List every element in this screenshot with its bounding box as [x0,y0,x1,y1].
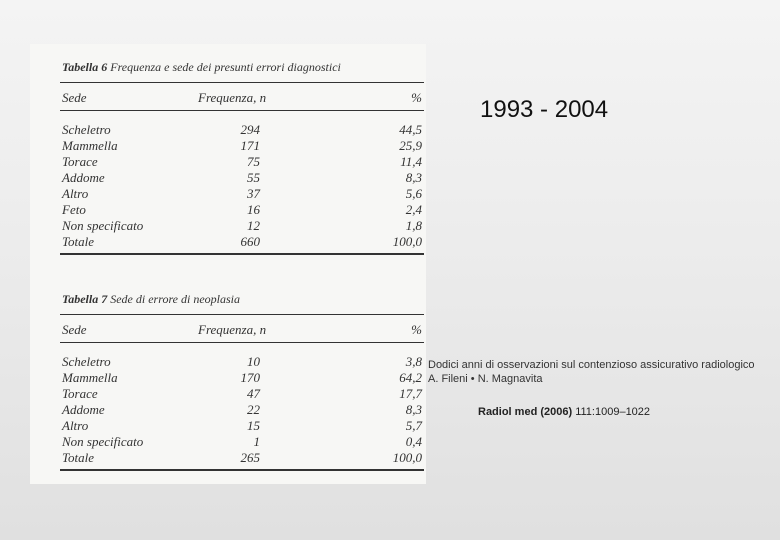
journal-name: Radiol med (2006) [478,406,573,418]
table7-header-pct: % [411,322,422,337]
cell-sede: Scheletro [62,354,111,369]
table-row [62,202,422,218]
table-row [62,154,422,170]
table6-number: Tabella 6 [62,60,108,74]
cell-freq: 55 [247,170,260,185]
cell-pct: 8,3 [405,402,422,417]
cell-freq: 15 [247,418,260,433]
cell-freq: 12 [247,218,260,233]
table6-rule-top [60,82,424,83]
cell-freq: 171 [240,138,260,153]
cell-pct: 44,5 [399,122,422,137]
cell-pct: 1,8 [405,218,422,233]
cell-pct: 3,8 [405,354,422,369]
cell-freq: 660 [240,234,260,249]
table6-header-pct: % [411,90,422,105]
journal-reference [478,406,650,418]
citation-text: Dodici anni di osservazioni sul contenzioso assicurativo radiologico A. Fileni • N. Magnavita [428,359,755,385]
cell-sede: Torace [62,386,98,401]
cell-sede: Scheletro [62,122,111,137]
cell-pct: 0,4 [405,434,422,449]
table6-header-freq: Frequenza, n [198,90,267,105]
table7-header [62,322,422,338]
cell-pct: 5,6 [405,186,422,201]
table-row [62,354,422,370]
cell-sede: Mammella [62,138,118,153]
table-row-total [62,234,422,250]
cell-pct: 25,9 [399,138,422,153]
cell-freq: 294 [240,122,260,137]
table6-title [62,60,341,75]
table-row-total [62,450,422,466]
table7-number: Tabella 7 [62,292,108,306]
cell-sede: Mammella [62,370,118,385]
cell-sede: Altro [62,186,89,201]
table-row [62,402,422,418]
table7-rule-mid [60,342,424,343]
cell-freq: 75 [247,154,260,169]
cell-sede: Feto [62,202,86,217]
cell-freq: 22 [247,402,260,417]
cell-freq: 16 [247,202,260,217]
table7-rule-bottom [60,469,424,471]
table6-header [62,90,422,106]
cell-pct: 17,7 [399,386,422,401]
cell-freq: 1 [253,434,260,449]
table-row [62,218,422,234]
cell-pct: 11,4 [400,154,422,169]
cell-pct: 100,0 [392,234,422,249]
cell-sede: Totale [62,450,95,465]
cell-freq: 37 [247,186,260,201]
cell-freq: 170 [240,370,260,385]
table6-rule-bottom [60,253,424,255]
cell-pct: 5,7 [405,418,422,433]
table7-rule-top [60,314,424,315]
scanned-tables-image [30,44,426,484]
cell-sede: Non specificato [62,434,144,449]
cell-pct: 8,3 [405,170,422,185]
cell-sede: Addome [62,402,105,417]
table-row [62,370,422,386]
slide-title: 1993 - 2004 [480,96,609,123]
cell-freq: 265 [240,450,260,465]
table-row [62,138,422,154]
table6-header-sede: Sede [62,90,87,105]
cell-sede: Non specificato [62,218,144,233]
table-row [62,434,422,450]
table7-title [62,292,240,307]
table-row [62,186,422,202]
cell-sede: Addome [62,170,105,185]
cell-freq: 10 [247,354,260,369]
cell-freq: 47 [247,386,260,401]
table-row [62,418,422,434]
table6-rule-mid [60,110,424,111]
cell-pct: 64,2 [399,370,422,385]
table-row [62,122,422,138]
cell-pct: 2,4 [405,202,422,217]
cell-sede: Altro [62,418,89,433]
cell-sede: Torace [62,154,98,169]
table7-caption: Sede di errore di neoplasia [110,292,240,306]
table6-caption: Frequenza e sede dei presunti errori diagnostici [110,60,341,74]
journal-pages: 111:1009–1022 [575,406,651,418]
table7-header-sede: Sede [62,322,87,337]
table-row [62,170,422,186]
cell-pct: 100,0 [392,450,422,465]
table7-header-freq: Frequenza, n [198,322,267,337]
cell-sede: Totale [62,234,95,249]
table-row [62,386,422,402]
